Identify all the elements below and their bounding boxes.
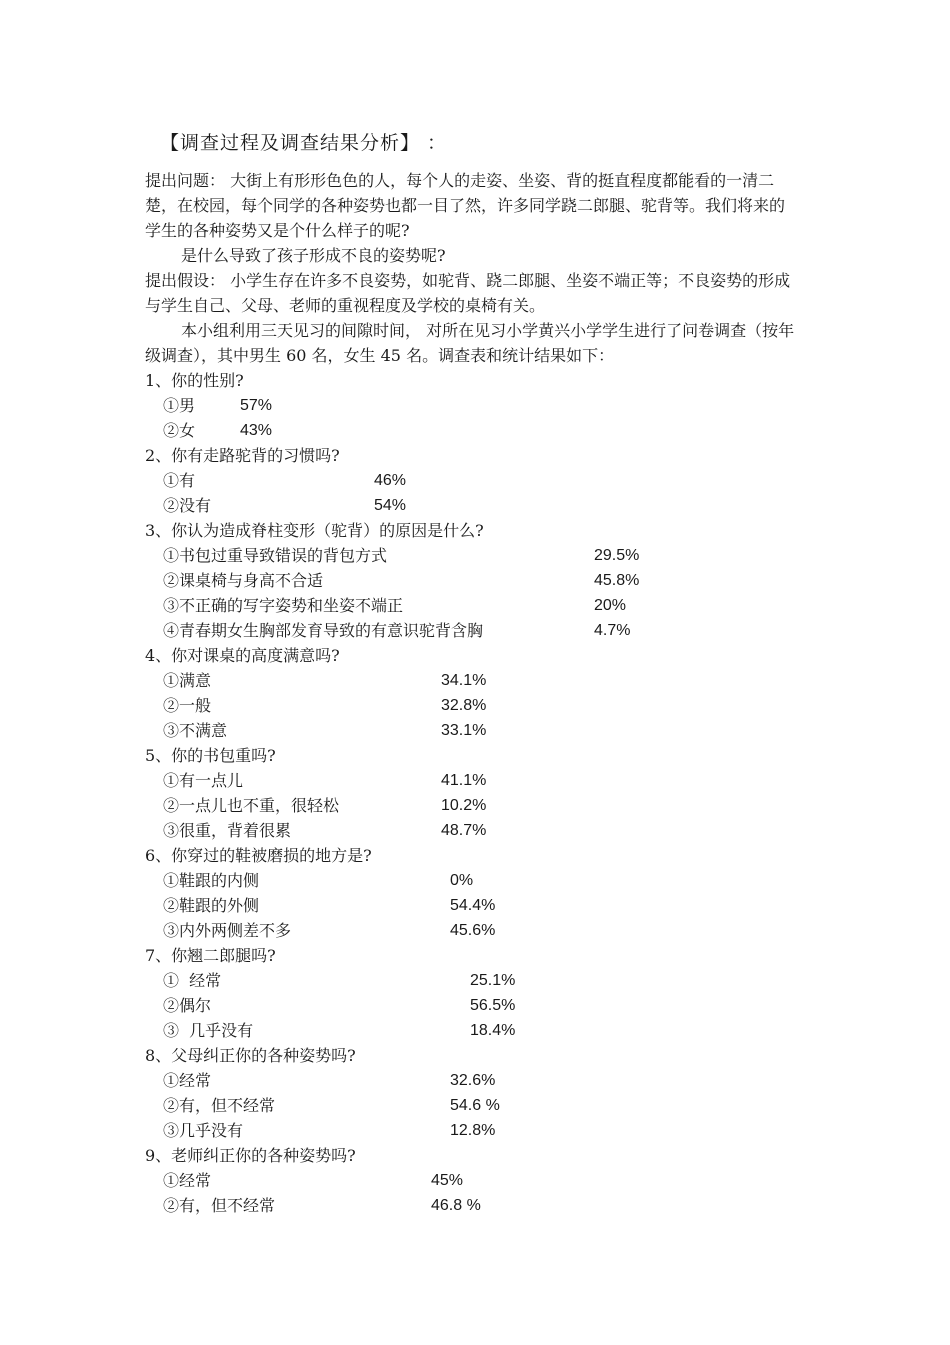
section-title: 【调查过程及调查结果分析】 ： (160, 132, 448, 154)
option-label: ③不满意 (163, 721, 228, 740)
question-4: 4、你对课桌的高度满意吗? (145, 646, 340, 665)
question-7: 7、你翘二郎腿吗? (145, 946, 276, 965)
option-label: ②没有 (163, 496, 212, 515)
option-label: ②女 (163, 421, 196, 440)
option-percent: 12.8% (450, 1122, 496, 1139)
option-label: ②一般 (163, 696, 212, 715)
option-label: ③内外两侧差不多 (163, 921, 292, 940)
option-percent: 45.6% (450, 922, 496, 939)
question-3: 3、你认为造成脊柱变形（驼背）的原因是什么? (145, 521, 484, 540)
option-label: ①男 (163, 396, 196, 415)
option-label: ③很重，背着很累 (163, 821, 292, 840)
option-label: ②有，但不经常 (163, 1096, 276, 1115)
option-percent: 0% (450, 872, 474, 889)
option-label: ① 经常 (163, 971, 222, 990)
option-percent: 46.8 % (431, 1197, 481, 1214)
option-percent: 43% (240, 422, 273, 439)
option-label: ④青春期女生胸部发育导致的有意识驼背含胸 (163, 621, 484, 640)
option-percent: 45% (431, 1172, 464, 1189)
option-percent: 41.1% (441, 772, 487, 789)
option-label: ①有 (163, 471, 196, 490)
option-label: ②一点儿也不重，很轻松 (163, 796, 340, 815)
option-percent: 57% (240, 397, 273, 414)
option-label: ①经常 (163, 1171, 212, 1190)
option-percent: 48.7% (441, 822, 487, 839)
paragraph-question-cont: 是什么导致了孩子形成不良的姿势呢? (181, 246, 446, 265)
option-percent: 33.1% (441, 722, 487, 739)
option-label: ②课桌椅与身高不合适 (163, 571, 324, 590)
paragraph-survey-intro: 本小组利用三天见习的间隙时间， 对所在见习小学黄兴小学学生进行了问卷调查（按年级调查），其中男生 60 名，女生 45 名。调查表和统计结果如下： (145, 321, 795, 365)
question-5: 5、你的书包重吗? (145, 746, 276, 765)
option-label: ③不正确的写字姿势和坐姿不端正 (163, 596, 404, 615)
option-percent: 54.4% (450, 897, 496, 914)
option-label: ③几乎没有 (163, 1121, 244, 1140)
option-label: ①书包过重导致错误的背包方式 (163, 546, 388, 565)
option-label: ①有一点儿 (163, 771, 244, 790)
option-label: ②鞋跟的外侧 (163, 896, 260, 915)
option-label: ②偶尔 (163, 996, 212, 1015)
paragraph-question: 提出问题： 大街上有形形色色的人，每个人的走姿、坐姿、背的挺直程度都能看的一清二楚，在校园，每个同学的各种姿势也都一目了然，许多同学跷二郎腿、驼背等。我们将来的学生的各种姿势又是个什么样子的呢? (145, 171, 786, 240)
option-percent: 32.8% (441, 697, 487, 714)
option-label: ①经常 (163, 1071, 212, 1090)
question-9: 9、老师纠正你的各种姿势吗? (145, 1146, 356, 1165)
option-percent: 18.4% (470, 1022, 516, 1039)
question-6: 6、你穿过的鞋被磨损的地方是? (145, 846, 372, 865)
option-label: ①满意 (163, 671, 212, 690)
option-percent: 25.1% (470, 972, 516, 989)
option-label: ②有，但不经常 (163, 1196, 276, 1215)
option-percent: 32.6% (450, 1072, 496, 1089)
option-percent: 20% (594, 597, 627, 614)
option-percent: 34.1% (441, 672, 487, 689)
option-label: ①鞋跟的内侧 (163, 871, 260, 890)
option-label: ③ 几乎没有 (163, 1021, 254, 1040)
paragraph-hypothesis: 提出假设： 小学生存在许多不良姿势，如驼背、跷二郎腿、坐姿不端正等；不良姿势的形成与学生自己、父母、老师的重视程度及学校的桌椅有关。 (145, 271, 791, 315)
option-percent: 46% (374, 472, 407, 489)
option-percent: 4.7% (594, 622, 631, 639)
option-percent: 56.5% (470, 997, 516, 1014)
question-8: 8、父母纠正你的各种姿势吗? (145, 1046, 356, 1065)
option-percent: 10.2% (441, 797, 487, 814)
option-percent: 54% (374, 497, 407, 514)
question-2: 2、你有走路驼背的习惯吗? (145, 446, 340, 465)
option-percent: 29.5% (594, 547, 640, 564)
option-percent: 54.6 % (450, 1097, 500, 1114)
option-percent: 45.8% (594, 572, 640, 589)
question-1: 1、你的性别? (145, 371, 244, 390)
